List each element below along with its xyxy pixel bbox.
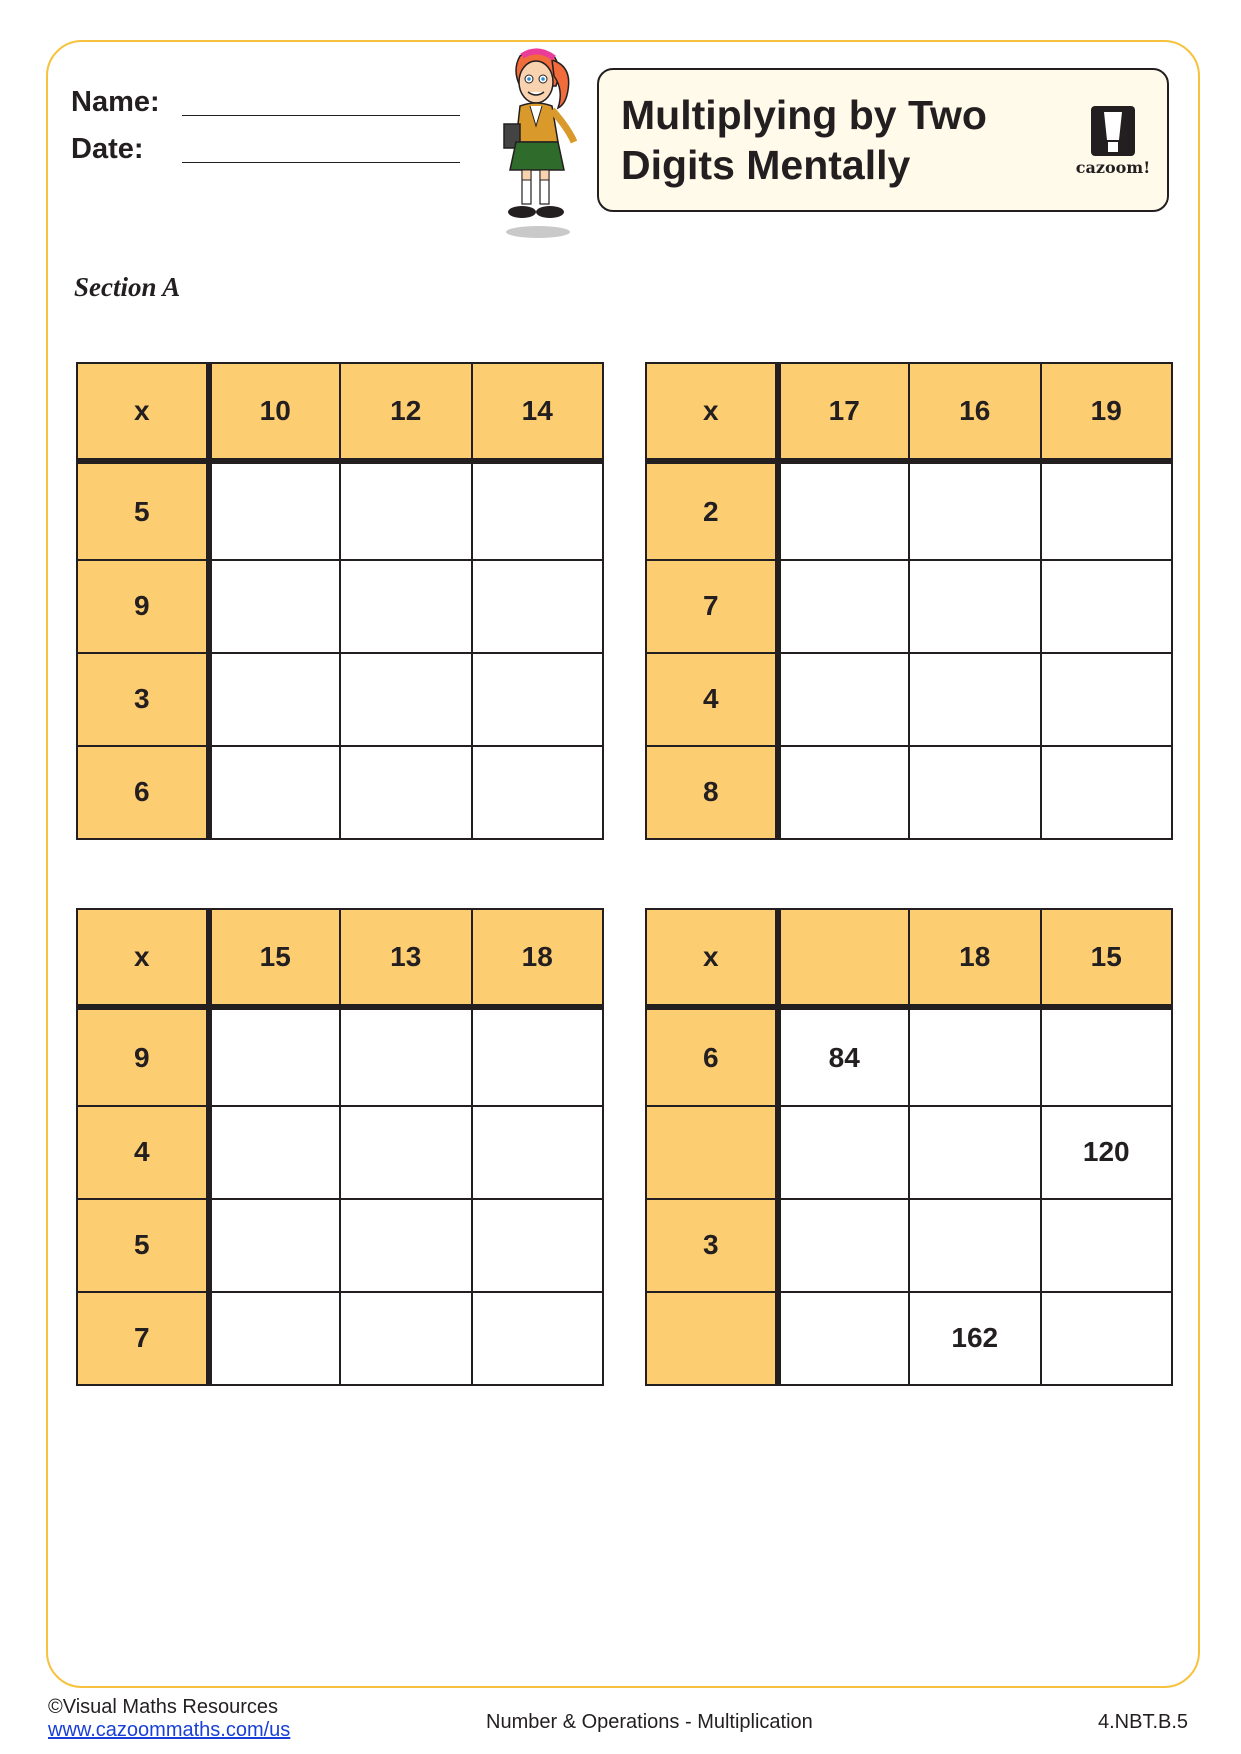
row-header: 4	[646, 653, 778, 746]
answer-cell[interactable]	[340, 653, 472, 746]
answer-cell[interactable]	[1041, 1199, 1173, 1292]
row-header: 6	[77, 746, 209, 839]
corner-cell: x	[77, 363, 209, 461]
answer-cell[interactable]	[209, 1007, 341, 1105]
answer-cell[interactable]	[340, 746, 472, 839]
grid-row	[77, 1292, 603, 1385]
multiplication-grid-4	[645, 908, 1173, 1386]
answer-cell[interactable]	[909, 746, 1041, 839]
worksheet-title	[621, 90, 1021, 190]
row-header[interactable]	[646, 1106, 778, 1199]
column-header: 15	[1041, 909, 1173, 1007]
answer-cell[interactable]	[340, 1292, 472, 1385]
answer-cell[interactable]	[1041, 653, 1173, 746]
column-header: 18	[472, 909, 604, 1007]
column-header: 13	[340, 909, 472, 1007]
answer-cell[interactable]	[909, 560, 1041, 653]
answer-cell[interactable]	[778, 461, 910, 559]
name-label: Name:	[71, 86, 160, 118]
corner-cell: x	[77, 909, 209, 1007]
multiplication-grid-1	[76, 362, 604, 840]
grid-header-row	[77, 363, 603, 461]
answer-cell[interactable]	[472, 461, 604, 559]
answer-cell[interactable]	[909, 461, 1041, 559]
answer-cell[interactable]	[778, 746, 910, 839]
answer-cell[interactable]	[472, 1292, 604, 1385]
column-header: 18	[909, 909, 1041, 1007]
grid-row	[646, 746, 1172, 839]
answer-cell[interactable]	[778, 560, 910, 653]
answer-cell[interactable]	[472, 1007, 604, 1105]
answer-cell[interactable]	[1041, 560, 1173, 653]
answer-cell[interactable]	[909, 1007, 1041, 1105]
answer-cell[interactable]	[209, 1199, 341, 1292]
student-mascot-illustration	[480, 46, 590, 242]
corner-cell: x	[646, 363, 778, 461]
page-frame	[46, 40, 1200, 1688]
row-header: 2	[646, 461, 778, 559]
answer-cell[interactable]	[209, 653, 341, 746]
cazoom-logo	[1069, 106, 1157, 176]
grid-header-row	[646, 363, 1172, 461]
row-header: 3	[646, 1199, 778, 1292]
answer-cell[interactable]	[209, 746, 341, 839]
name-field-line[interactable]	[182, 115, 460, 116]
answer-cell[interactable]	[209, 1106, 341, 1199]
grid-row	[77, 1007, 603, 1105]
worksheet-title-box	[597, 68, 1169, 212]
grid-row	[77, 461, 603, 559]
footer-topic: Number & Operations - Multiplication	[486, 1711, 813, 1733]
answer-cell[interactable]	[909, 653, 1041, 746]
row-header: 3	[77, 653, 209, 746]
column-header: 12	[340, 363, 472, 461]
answer-cell[interactable]	[909, 1106, 1041, 1199]
column-header[interactable]	[778, 909, 910, 1007]
grid-row	[646, 1007, 1172, 1105]
answer-cell[interactable]	[778, 1199, 910, 1292]
answer-cell[interactable]	[1041, 1007, 1173, 1105]
grid-row	[77, 1199, 603, 1292]
answer-cell[interactable]	[1041, 461, 1173, 559]
answer-cell[interactable]	[472, 746, 604, 839]
answer-cell[interactable]	[472, 1106, 604, 1199]
answer-cell[interactable]	[209, 461, 341, 559]
title-line-1: Multiplying by Two	[621, 92, 987, 138]
answer-cell: 162	[909, 1292, 1041, 1385]
answer-cell[interactable]	[340, 461, 472, 559]
section-title: Section A	[74, 272, 181, 302]
multiplication-grid-3	[76, 908, 604, 1386]
grid-row	[77, 653, 603, 746]
answer-cell[interactable]	[340, 1007, 472, 1105]
column-header: 17	[778, 363, 910, 461]
date-label: Date:	[71, 133, 144, 165]
grid-header-row	[646, 909, 1172, 1007]
grid-row	[646, 1292, 1172, 1385]
row-header[interactable]	[646, 1292, 778, 1385]
row-header: 9	[77, 560, 209, 653]
answer-cell: 120	[1041, 1106, 1173, 1199]
answer-cell[interactable]	[472, 1199, 604, 1292]
grid-header-row	[77, 909, 603, 1007]
answer-cell[interactable]	[1041, 1292, 1173, 1385]
row-header: 5	[77, 1199, 209, 1292]
corner-cell: x	[646, 909, 778, 1007]
row-header: 7	[646, 560, 778, 653]
row-header: 7	[77, 1292, 209, 1385]
column-header: 10	[209, 363, 341, 461]
footer-standard-code: 4.NBT.B.5	[1098, 1711, 1189, 1733]
answer-cell[interactable]	[909, 1199, 1041, 1292]
grid-row	[646, 1199, 1172, 1292]
column-header: 16	[909, 363, 1041, 461]
answer-cell[interactable]	[209, 560, 341, 653]
grid-row	[77, 1106, 603, 1199]
answer-cell[interactable]	[209, 1292, 341, 1385]
grid-row	[646, 1106, 1172, 1199]
footer-website-link[interactable]: www.cazoommaths.com/us	[48, 1719, 291, 1741]
column-header: 14	[472, 363, 604, 461]
row-header: 6	[646, 1007, 778, 1105]
grid-row	[646, 461, 1172, 559]
answer-cell: 84	[778, 1007, 910, 1105]
answer-cell[interactable]	[472, 560, 604, 653]
title-line-2: Digits Mentally	[621, 142, 911, 188]
answer-cell[interactable]	[1041, 746, 1173, 839]
column-header: 19	[1041, 363, 1173, 461]
answer-cell[interactable]	[340, 1199, 472, 1292]
cazoom-logo-icon	[1091, 106, 1135, 156]
answer-cell[interactable]	[340, 1106, 472, 1199]
row-header: 8	[646, 746, 778, 839]
row-header: 4	[77, 1106, 209, 1199]
row-header: 9	[77, 1007, 209, 1105]
answer-cell[interactable]	[778, 1292, 910, 1385]
grid-row	[646, 653, 1172, 746]
grid-row	[77, 560, 603, 653]
grid-row	[646, 560, 1172, 653]
answer-cell[interactable]	[472, 653, 604, 746]
date-field-line[interactable]	[182, 162, 460, 163]
answer-cell[interactable]	[778, 1106, 910, 1199]
logo-text: cazoom!	[1075, 158, 1151, 177]
answer-cell[interactable]	[778, 653, 910, 746]
footer-copyright: ©Visual Maths Resources	[48, 1696, 279, 1718]
row-header: 5	[77, 461, 209, 559]
answer-cell[interactable]	[340, 560, 472, 653]
grid-row	[77, 746, 603, 839]
multiplication-grid-2	[645, 362, 1173, 840]
column-header: 15	[209, 909, 341, 1007]
